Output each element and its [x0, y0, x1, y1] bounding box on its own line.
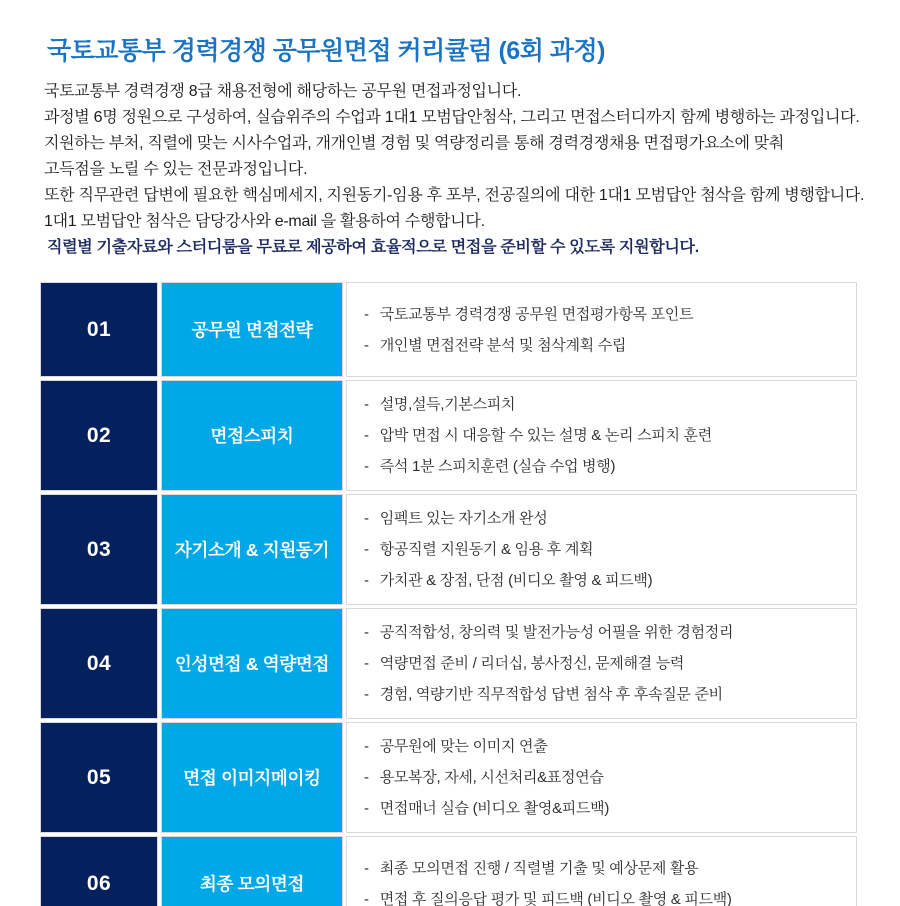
session-topic: 면접 이미지메이킹 — [161, 722, 343, 833]
bullet-item — [364, 731, 846, 762]
table-row-session-06 — [40, 836, 857, 906]
bullet-dash: - — [364, 769, 369, 786]
bullet-dash: - — [364, 738, 369, 755]
bullet-item — [364, 451, 846, 482]
bullet-text: 설명,설득,기본스피치 — [379, 396, 516, 413]
bullet-dash: - — [364, 396, 369, 413]
session-topic: 면접스피치 — [161, 380, 343, 491]
session-number: 05 — [40, 722, 158, 833]
session-details — [346, 494, 857, 605]
bullet-item — [364, 503, 846, 534]
bullet-item — [364, 679, 846, 710]
table-row-session-04 — [40, 608, 857, 719]
page-title: 국토교통부 경력경쟁 공무원면접 커리큘럼 (6회 과정) — [47, 37, 605, 65]
bullet-text: 가치관 & 장점, 단점 (비디오 촬영 & 피드백) — [379, 572, 653, 589]
bullet-dash: - — [364, 859, 369, 877]
bullet-dash: - — [364, 572, 369, 589]
intro-line: 고득점을 노릴 수 있는 전문과정입니다. — [44, 161, 308, 178]
bullet-dash: - — [364, 541, 369, 558]
session-topic: 인성면접 & 역량면접 — [161, 608, 343, 719]
bullet-item — [364, 617, 846, 648]
session-details — [346, 282, 857, 377]
session-details — [346, 836, 857, 906]
bullet-item — [364, 793, 846, 824]
session-number: 06 — [40, 836, 158, 906]
bullet-item — [364, 534, 846, 565]
bullet-item — [364, 420, 846, 451]
bullet-dash: - — [364, 624, 369, 641]
bullet-text: 임펙트 있는 자기소개 완성 — [379, 510, 548, 527]
bullet-item — [364, 853, 846, 884]
bullet-dash: - — [364, 305, 369, 323]
bullet-text: 경험, 역량기반 직무적합성 답변 첨삭 후 후속질문 준비 — [379, 686, 723, 703]
bullet-item — [364, 762, 846, 793]
bullet-dash: - — [364, 336, 369, 354]
session-details — [346, 722, 857, 833]
session-number: 01 — [40, 282, 158, 377]
session-topic: 자기소개 & 지원동기 — [161, 494, 343, 605]
bullet-text: 공직적합성, 창의력 및 발전가능성 어필을 위한 경험정리 — [379, 624, 734, 641]
session-topic: 공무원 면접전략 — [161, 282, 343, 377]
bullet-dash: - — [364, 890, 369, 906]
bullet-text: 국토교통부 경력경쟁 공무원 면접평가항목 포인트 — [379, 305, 694, 323]
session-number: 04 — [40, 608, 158, 719]
session-details — [346, 380, 857, 491]
bullet-text: 공무원에 맞는 이미지 연출 — [379, 738, 548, 755]
bullet-item — [364, 565, 846, 596]
bullet-item — [364, 389, 846, 420]
bullet-dash: - — [364, 686, 369, 703]
table-row-session-02 — [40, 380, 857, 491]
session-number: 03 — [40, 494, 158, 605]
table-row-session-03 — [40, 494, 857, 605]
bullet-text: 즉석 1분 스피치훈련 (실습 수업 병행) — [379, 458, 616, 475]
bullet-dash: - — [364, 458, 369, 475]
bullet-item — [364, 330, 846, 361]
intro-line: 과정별 6명 정원으로 구성하여, 실습위주의 수업과 1대1 모범답안첨삭, 그리고 면접스터디까지 함께 병행하는 과정입니다. — [44, 109, 860, 126]
bullet-dash: - — [364, 510, 369, 527]
session-details — [346, 608, 857, 719]
intro-line: 1대1 모범답안 첨삭은 담당강사와 e-mail 을 활용하여 수행합니다. — [44, 213, 485, 230]
session-number: 02 — [40, 380, 158, 491]
bullet-dash: - — [364, 655, 369, 672]
session-topic: 최종 모의면접 — [161, 836, 343, 906]
bullet-text: 용모복장, 자세, 시선처리&표정연습 — [379, 769, 604, 786]
bullet-text: 항공직렬 지원동기 & 임용 후 계획 — [379, 541, 594, 558]
curriculum-table — [40, 282, 857, 906]
bullet-item — [364, 648, 846, 679]
intro-line: 국토교통부 경력경쟁 8급 채용전형에 해당하는 공무원 면접과정입니다. — [44, 83, 522, 100]
intro-paragraph — [44, 79, 870, 261]
bullet-text: 최종 모의면접 진행 / 직렬별 기출 및 예상문제 활용 — [379, 859, 699, 877]
bullet-text: 압박 면접 시 대응할 수 있는 설명 & 논리 스피치 훈련 — [379, 427, 712, 444]
bullet-text: 면접 후 질의응답 평가 및 피드백 (비디오 촬영 & 피드백) — [379, 890, 732, 906]
intro-highlight-line: 직렬별 기출자료와 스터디룸을 무료로 제공하여 효율적으로 면접을 준비할 수 있도록 지원합니다. — [47, 239, 699, 256]
table-row-session-05 — [40, 722, 857, 833]
bullet-dash: - — [364, 800, 369, 817]
bullet-dash: - — [364, 427, 369, 444]
table-row-session-01 — [40, 282, 857, 377]
intro-line: 또한 직무관련 답변에 필요한 핵심메세지, 지원동기-임용 후 포부, 전공질의에 대한 1대1 모범답안 첨삭을 함께 병행합니다. — [44, 187, 865, 204]
bullet-text: 개인별 면접전략 분석 및 첨삭계획 수립 — [379, 336, 627, 354]
bullet-item — [364, 299, 846, 330]
bullet-text: 면접매너 실습 (비디오 촬영&피드백) — [379, 800, 610, 817]
bullet-text: 역량면접 준비 / 리더십, 봉사정신, 문제해결 능력 — [379, 655, 685, 672]
bullet-item — [364, 884, 846, 906]
intro-line: 지원하는 부처, 직렬에 맞는 시사수업과, 개개인별 경험 및 역량정리를 통해 경력경쟁채용 면접평가요소에 맞춰 — [44, 135, 785, 152]
